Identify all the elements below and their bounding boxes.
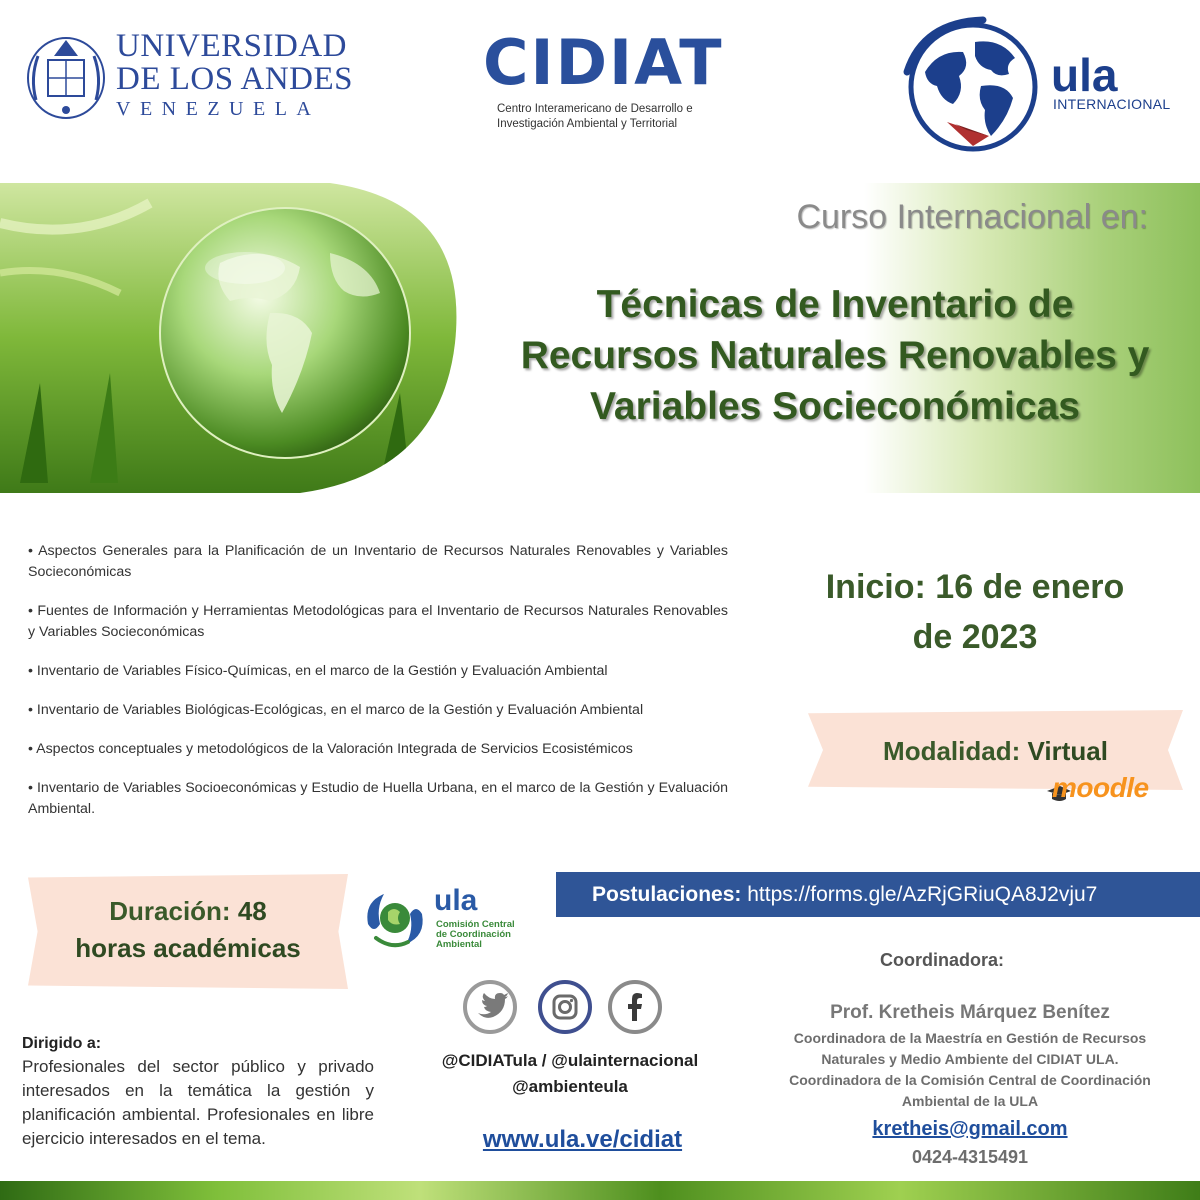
commission-subtitle-line2: de Coordinación: [436, 929, 511, 940]
topic-item: • Fuentes de Información y Herramientas Metodológicas para el Inventario de Recursos Naturales Renovables y Variables Socieconómicas: [28, 603, 728, 640]
modality-value: Virtual: [1027, 736, 1108, 766]
moodle-logo: moodle: [1052, 772, 1149, 803]
facebook-icon: [608, 980, 662, 1034]
coordinator-email-link[interactable]: kretheis@gmail.com: [872, 1118, 1068, 1140]
coordinator-block: [760, 1000, 1180, 1170]
coordinator-label: Coordinadora:: [880, 950, 1004, 970]
start-date-line1: Inicio: 16 de enero: [825, 568, 1125, 606]
cidiat-logo: [483, 26, 724, 137]
social-handles-line1: @CIDIATula / @ulainternacional: [441, 1051, 699, 1070]
social-handles: [405, 1048, 735, 1100]
course-title-line2: Recursos Naturales Renovables y: [520, 334, 1150, 377]
website-link[interactable]: www.ula.ve/cidiat: [482, 1126, 683, 1153]
commission-subtitle-line1: Comisión Central: [436, 919, 515, 930]
instagram-button[interactable]: [538, 980, 592, 1034]
applications-bar: [556, 872, 1200, 917]
ula-internacional-logo: [893, 12, 1173, 162]
twitter-icon: [463, 980, 517, 1034]
ula-logo: [24, 30, 354, 126]
coordinator-role-line1: Coordinadora de la Maestría en Gestión de Recursos: [793, 1030, 1147, 1046]
audience-text: Profesionales del sector público y privado interesados en la temática la gestión y planificación ambiental. Profesionales en libre ejercicio interesados en el tema.: [22, 1057, 374, 1148]
commission-wordmark: ula: [434, 884, 478, 917]
intl-wordmark: ula: [1051, 49, 1118, 101]
cidiat-subtitle-line1: Centro Interamericano de Desarrollo e: [497, 103, 693, 115]
ula-name-line3: VENEZUELA: [116, 98, 321, 120]
commission-subtitle-line3: Ambiental: [436, 939, 482, 950]
modality-text: [808, 736, 1183, 767]
cidiat-wordmark: CIDIAT: [483, 26, 724, 99]
coordinator-role-line2: Naturales y Medio Ambiente del CIDIAT ULA.: [821, 1051, 1119, 1067]
globe-icon: [893, 12, 1053, 162]
coordinator-role-line3: Coordinadora de la Comisión Central de Coordinación: [789, 1072, 1151, 1088]
applications-link[interactable]: https://forms.gle/AzRjGRiuQA8J2vju7: [747, 883, 1098, 906]
course-title-line1: Técnicas de Inventario de: [596, 283, 1074, 326]
topic-item: • Inventario de Variables Físico-Químicas, en el marco de la Gestión y Evaluación Ambiental: [28, 663, 608, 679]
commission-logo: [362, 884, 532, 958]
ula-seal-icon: [24, 30, 108, 122]
duration-text: [28, 893, 348, 967]
commission-subtitle: [436, 920, 515, 950]
topic-item: • Aspectos Generales para la Planificación de un Inventario de Recursos Naturales Renovables y Variables Socieconómicas: [28, 543, 728, 580]
glass-globe-on-grass-image: [0, 183, 470, 493]
start-date-line2: de 2023: [912, 618, 1038, 656]
instagram-icon: [538, 980, 592, 1034]
topic-item: • Inventario de Variables Biológicas-Ecológicas, en el marco de la Gestión y Evaluación Ambiental: [28, 702, 644, 718]
coordinator-phone: 0424-4315491: [911, 1147, 1029, 1167]
modality-label: Modalidad:: [883, 736, 1021, 766]
duration-unit: horas académicas: [75, 933, 301, 963]
duration-label: Duración:: [109, 896, 231, 926]
audience-title: Dirigido a:: [22, 1035, 102, 1052]
social-handles-line2: @ambienteula: [512, 1077, 628, 1096]
twitter-button[interactable]: [463, 980, 517, 1034]
topics-list: [28, 541, 728, 838]
ula-name-line1: UNIVERSIDAD: [116, 28, 347, 64]
topic-item: • Inventario de Variables Socioeconómicas y Estudio de Huella Urbana, en el marco de la Gestión y Evaluación Ambiental.: [28, 780, 728, 817]
ula-name-line2: DE LOS ANDES: [116, 61, 354, 97]
intl-subtitle: INTERNACIONAL: [1053, 96, 1171, 112]
facebook-button[interactable]: [608, 980, 662, 1034]
course-title-line3: Variables Socieconómicas: [590, 385, 1080, 428]
applications-label: Postulaciones:: [592, 883, 742, 906]
topic-item: • Aspectos conceptuales y metodológicos de la Valoración Integrada de Servicios Ecosistémicos: [28, 741, 633, 757]
start-date: [790, 562, 1160, 662]
course-banner: [0, 183, 1200, 493]
course-kicker: Curso Internacional en:: [796, 198, 1148, 236]
course-title: [470, 279, 1200, 432]
grass-footer-strip: [0, 1181, 1200, 1200]
coordinator-role-line4: Ambiental de la ULA: [901, 1093, 1039, 1109]
duration-value: 48: [237, 896, 267, 926]
cidiat-subtitle-line2: Investigación Ambiental y Territorial: [497, 118, 678, 130]
audience-section: [22, 1033, 374, 1151]
coordinator-name: Prof. Kretheis Márquez Benítez: [830, 1002, 1110, 1023]
coordinator-role: [760, 1028, 1180, 1112]
ula-wordmark: [116, 30, 353, 122]
hands-globe-icon: [362, 888, 428, 950]
